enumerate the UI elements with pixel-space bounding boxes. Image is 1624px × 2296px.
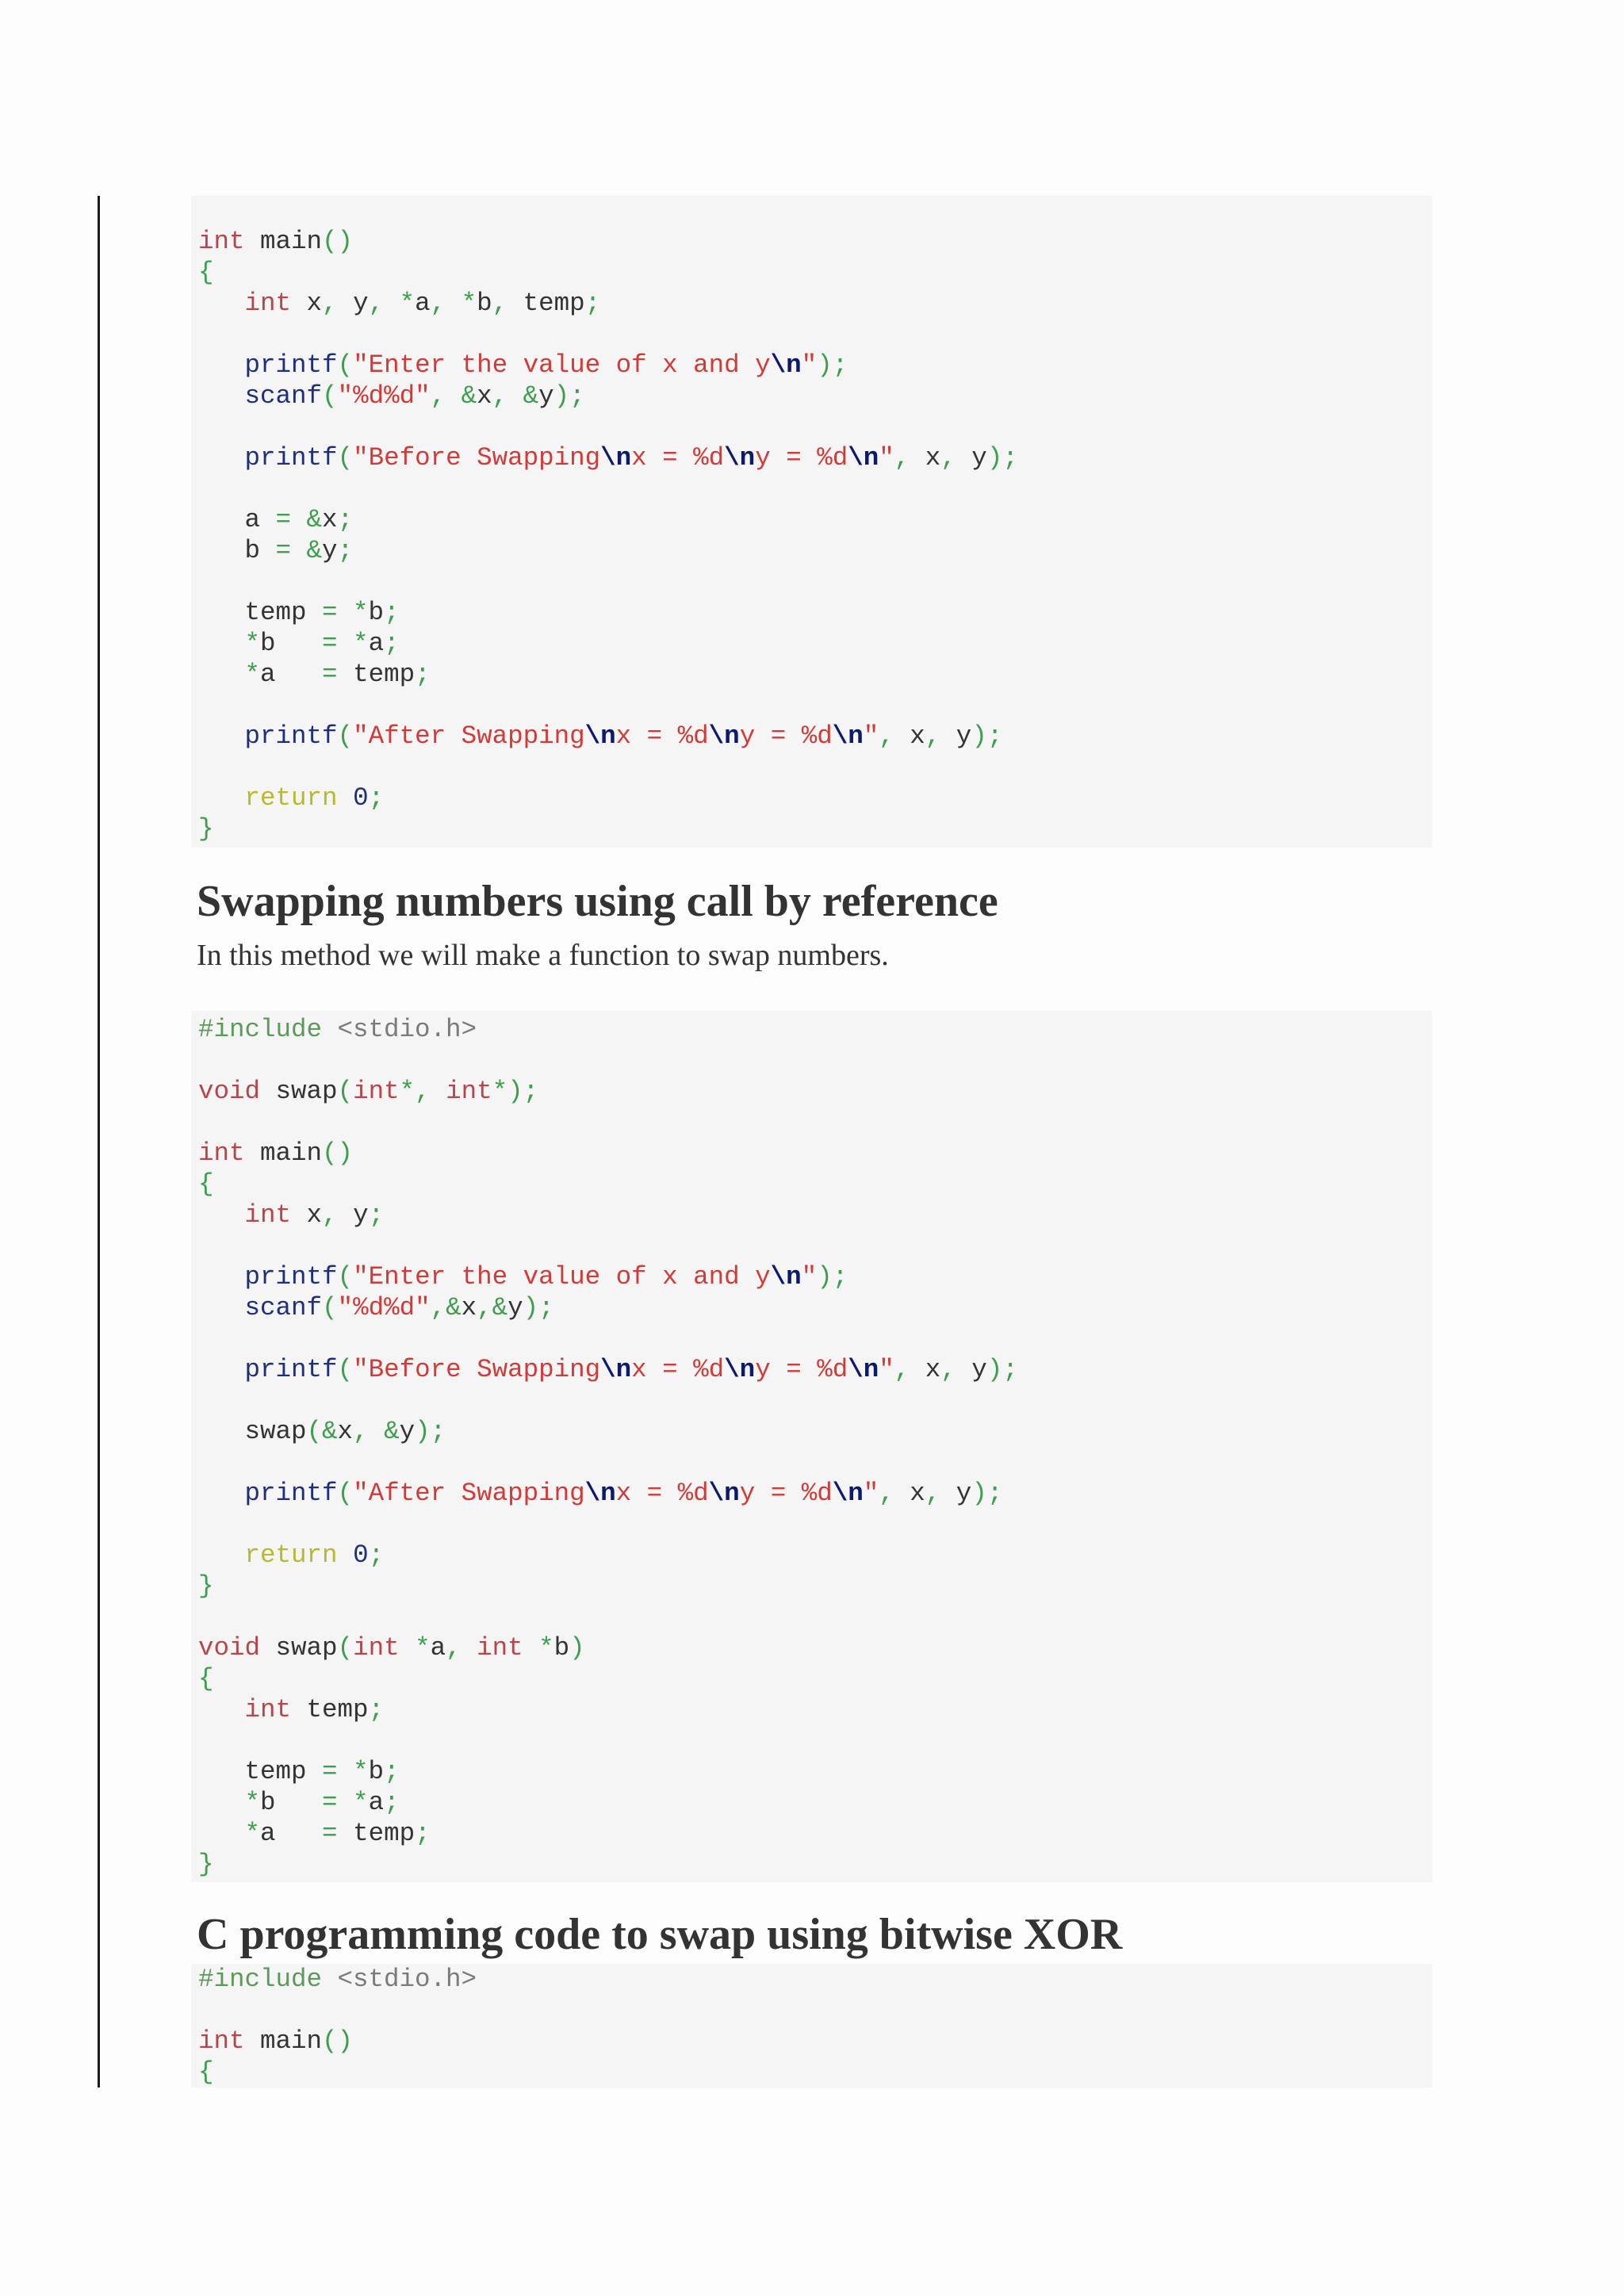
code-token (198, 1479, 245, 1508)
code-token: " (863, 1479, 879, 1508)
code-token: * (244, 1788, 261, 1817)
code-token: ; (384, 629, 400, 658)
code-line (198, 257, 1425, 288)
code-token: 0 (353, 1540, 369, 1570)
code-token (198, 1293, 245, 1322)
code-line (198, 319, 1425, 350)
code-line (198, 1385, 1425, 1416)
code-token: " (879, 1355, 894, 1384)
code-token: return (244, 1540, 338, 1570)
code-token: swap (198, 1417, 307, 1446)
code-token: ( (337, 1355, 354, 1384)
code-token: x (925, 443, 941, 473)
code-token: ; (384, 598, 400, 627)
code-token: (& (306, 1417, 338, 1446)
code-token: #include (198, 1965, 338, 1994)
code-line (198, 783, 1425, 813)
code-token: { (198, 2057, 214, 2087)
code-token (198, 1200, 245, 1230)
code-token: ,& (477, 1293, 508, 1322)
code-token: ( (337, 443, 354, 473)
code-token: ); (553, 381, 585, 411)
code-token: y (399, 1417, 416, 1446)
code-token: "Before Swapping (353, 443, 601, 473)
code-token: temp (198, 598, 323, 627)
code-line (198, 1632, 1425, 1663)
code-line (198, 381, 1425, 411)
code-token: () (322, 227, 354, 256)
code-token (198, 1695, 245, 1724)
code-line (198, 1571, 1425, 1601)
code-token: return (244, 783, 338, 813)
code-token: \n (600, 443, 632, 473)
code-line (198, 1045, 1425, 1076)
code-token: = & (275, 505, 323, 534)
code-token: x (337, 1417, 354, 1446)
code-token: y (956, 721, 972, 751)
code-token: ( (337, 1262, 354, 1292)
code-token: ); (817, 1262, 848, 1292)
code-line (198, 690, 1425, 721)
code-token: , (894, 1355, 925, 1384)
code-token: ); (817, 350, 848, 380)
code-token: ); (415, 1417, 446, 1446)
code-line (198, 1540, 1425, 1571)
code-token: ; (415, 1819, 431, 1848)
code-token: y (337, 1200, 369, 1230)
code-token: swap (260, 1077, 338, 1106)
code-token: ; (368, 1540, 385, 1570)
code-token: temp (198, 1757, 323, 1786)
code-token: ); (986, 1355, 1018, 1384)
code-line (198, 2057, 1425, 2087)
code-token: int (244, 289, 292, 318)
code-token: \n (584, 1479, 616, 1508)
code-line (198, 288, 1425, 319)
code-line (198, 1323, 1425, 1354)
code-token: "%d%d" (337, 381, 431, 411)
code-token: main (244, 1138, 323, 1168)
code-token: int (353, 1077, 400, 1106)
code-token: , (322, 289, 338, 318)
code-token: = * (322, 1788, 369, 1817)
code-token: ( (322, 381, 338, 411)
code-line (198, 350, 1425, 381)
code-token: ; (337, 505, 354, 534)
code-token: \n (770, 350, 802, 380)
code-token: { (198, 1664, 214, 1693)
code-token: ); (971, 721, 1003, 751)
code-token: , (879, 1479, 910, 1508)
code-line (198, 752, 1425, 783)
paragraph-call-by-reference: In this method we will make a function to swap numbers. (197, 939, 889, 972)
code-token: \n (770, 1262, 802, 1292)
code-line (198, 1230, 1425, 1261)
code-token: *, (399, 1077, 446, 1106)
code-token (198, 660, 245, 689)
code-token: x = %d (615, 721, 709, 751)
code-token: int (353, 1633, 400, 1663)
code-token: x (477, 381, 492, 411)
code-token: x (925, 1355, 941, 1384)
code-token: b (368, 598, 385, 627)
code-line (198, 504, 1425, 535)
code-token: #include (198, 1015, 338, 1044)
code-token: , & (353, 1417, 400, 1446)
code-line (198, 1756, 1425, 1787)
code-line (198, 566, 1425, 597)
code-line (198, 442, 1425, 473)
code-token: \n (832, 721, 864, 751)
code-token: int (198, 2026, 245, 2056)
code-token: printf (244, 350, 338, 380)
code-line (198, 1995, 1425, 2026)
code-token: ; (337, 536, 354, 565)
code-line (198, 1509, 1425, 1540)
code-token: , (879, 721, 910, 751)
code-line (198, 659, 1425, 690)
code-token: } (198, 814, 214, 844)
code-token: x = %d (631, 1355, 725, 1384)
code-token: , * (430, 289, 477, 318)
code-block-bitwise-xor (191, 1964, 1432, 2087)
code-line (198, 597, 1425, 628)
code-token: ,& (430, 1293, 462, 1322)
code-token: , & (430, 381, 477, 411)
code-token: b (368, 1757, 385, 1786)
code-token: y (337, 289, 369, 318)
code-token: *); (492, 1077, 539, 1106)
code-token: int (198, 227, 245, 256)
code-token (198, 1355, 245, 1384)
code-token: { (198, 258, 214, 287)
code-token (198, 350, 245, 380)
code-token (198, 443, 245, 473)
code-token (198, 1819, 245, 1848)
code-line (198, 1694, 1425, 1725)
code-token: " (801, 1262, 818, 1292)
code-token: y (971, 1355, 987, 1384)
code-token: int (198, 1138, 245, 1168)
code-token: ; (368, 1695, 385, 1724)
heading-bitwise-xor: C programming code to swap using bitwise XOR (197, 1910, 1123, 1959)
code-token: main (244, 2026, 323, 2056)
code-token: 0 (353, 783, 369, 813)
code-token: \n (724, 1355, 756, 1384)
code-token: * (244, 660, 261, 689)
code-token: swap (260, 1633, 338, 1663)
code-token: } (198, 1571, 214, 1601)
code-token: , & (492, 381, 539, 411)
code-line (198, 1076, 1425, 1107)
code-token: ( (337, 1633, 354, 1663)
code-token: "After Swapping (353, 1479, 585, 1508)
code-token: * (523, 1633, 554, 1663)
code-token (198, 1540, 245, 1570)
code-token: y = %d (739, 721, 833, 751)
code-line (198, 1014, 1425, 1045)
code-token: \n (708, 721, 740, 751)
code-token: \n (600, 1355, 632, 1384)
code-block-call-by-reference (191, 1011, 1432, 1882)
code-token: <stdio.h> (337, 1015, 477, 1044)
code-token: , * (368, 289, 416, 318)
code-token: printf (244, 721, 338, 751)
code-token: printf (244, 1479, 338, 1508)
code-token: <stdio.h> (337, 1965, 477, 1994)
code-token: ( (322, 1293, 338, 1322)
code-token: ( (337, 721, 354, 751)
code-token: x (910, 1479, 925, 1508)
code-token: = * (322, 629, 369, 658)
code-token: a (430, 1633, 446, 1663)
code-token: \n (848, 1355, 879, 1384)
code-token: int (477, 1633, 523, 1663)
code-token: ); (523, 1293, 554, 1322)
code-line (198, 1601, 1425, 1632)
code-token (198, 1788, 245, 1817)
code-token: ; (415, 660, 431, 689)
code-token: = (322, 1819, 354, 1848)
code-token (338, 783, 354, 813)
code-token: , (322, 1200, 338, 1230)
code-token: ( (337, 1077, 354, 1106)
code-token: "Enter the value of x and y (353, 1262, 771, 1292)
code-line (198, 1818, 1425, 1849)
code-token: "After Swapping (353, 721, 585, 751)
code-token (198, 721, 245, 751)
code-token: ( (337, 350, 354, 380)
code-token: x (291, 1200, 323, 1230)
code-token: = * (322, 1757, 369, 1786)
code-token: "%d%d" (337, 1293, 431, 1322)
code-token: * (244, 629, 261, 658)
code-line (198, 1725, 1425, 1756)
code-token (338, 1540, 354, 1570)
code-line (198, 226, 1425, 257)
code-token: int (446, 1077, 492, 1106)
code-line (198, 1787, 1425, 1818)
code-token: y (971, 443, 987, 473)
code-token: main (244, 227, 323, 256)
code-token: ); (971, 1479, 1003, 1508)
code-token: , (894, 443, 925, 473)
code-token: scanf (244, 381, 323, 411)
code-line (198, 1416, 1425, 1447)
code-token (198, 1262, 245, 1292)
code-token: x = %d (615, 1479, 709, 1508)
code-token: ; (368, 783, 385, 813)
code-token: ) (569, 1633, 585, 1663)
code-line (198, 721, 1425, 752)
code-token: y (538, 381, 554, 411)
code-line (198, 2026, 1425, 2057)
code-token: y (508, 1293, 523, 1322)
code-line (198, 1261, 1425, 1292)
code-token: , (492, 289, 508, 318)
code-token: y (322, 536, 338, 565)
code-token: void (198, 1077, 261, 1106)
code-token: a (260, 660, 323, 689)
code-line (198, 1478, 1425, 1509)
code-block-swap-with-pointers (191, 196, 1432, 848)
code-token: ; (368, 1200, 385, 1230)
code-token (198, 289, 245, 318)
code-token: b (553, 1633, 570, 1663)
code-line (198, 1849, 1425, 1880)
code-token: y (956, 1479, 972, 1508)
code-token: = (322, 660, 354, 689)
code-token: ; (584, 289, 601, 318)
code-token: \n (848, 443, 879, 473)
code-token: x (291, 289, 323, 318)
code-token: a (368, 629, 385, 658)
code-token (198, 629, 245, 658)
code-token: , (940, 443, 972, 473)
code-token: = * (322, 598, 369, 627)
code-token (198, 783, 245, 813)
code-token: y = %d (739, 1479, 833, 1508)
heading-call-by-reference: Swapping numbers using call by reference (197, 877, 998, 926)
code-token: , (925, 721, 956, 751)
code-token: printf (244, 443, 338, 473)
code-token: ; (384, 1757, 400, 1786)
code-token: { (198, 1169, 214, 1199)
code-token: () (322, 2026, 354, 2056)
code-token: a (368, 1788, 385, 1817)
code-token: "Before Swapping (353, 1355, 601, 1384)
code-line (198, 1292, 1425, 1323)
code-token: int (244, 1695, 292, 1724)
code-token: ; (384, 1788, 400, 1817)
code-line (198, 628, 1425, 659)
code-line (198, 473, 1425, 504)
code-token: temp (508, 289, 585, 318)
code-token: \n (724, 443, 756, 473)
left-border-rule (98, 196, 100, 2087)
code-token: = & (275, 536, 323, 565)
code-token: y = %d (755, 1355, 848, 1384)
code-token: * (244, 1819, 261, 1848)
code-token: x (322, 505, 338, 534)
code-token: " (863, 721, 879, 751)
code-token: void (198, 1633, 261, 1663)
code-token: , (925, 1479, 956, 1508)
code-token: " (879, 443, 894, 473)
code-token: a (260, 1819, 323, 1848)
code-token: \n (584, 721, 616, 751)
code-line (198, 411, 1425, 442)
code-line (198, 1107, 1425, 1138)
code-line (198, 1200, 1425, 1230)
code-line (198, 1354, 1425, 1385)
code-token: * (399, 1633, 431, 1663)
code-token: "Enter the value of x and y (353, 350, 771, 380)
code-token: x = %d (631, 443, 725, 473)
code-token: " (801, 350, 818, 380)
code-line (198, 1964, 1425, 1995)
code-token: printf (244, 1262, 338, 1292)
code-token: y = %d (755, 443, 848, 473)
code-token: temp (291, 1695, 369, 1724)
code-token: b (260, 1788, 323, 1817)
code-token: , (940, 1355, 972, 1384)
code-token: () (322, 1138, 354, 1168)
code-token: a (415, 289, 431, 318)
code-token: printf (244, 1355, 338, 1384)
code-line (198, 535, 1425, 566)
code-token: a (198, 505, 276, 534)
code-token: ( (337, 1479, 354, 1508)
code-line (198, 813, 1425, 844)
code-token: b (260, 629, 323, 658)
code-token: ); (986, 443, 1018, 473)
code-token: } (198, 1850, 214, 1879)
code-token: x (910, 721, 925, 751)
code-line (198, 1663, 1425, 1694)
code-token: , (446, 1633, 477, 1663)
code-line (198, 1447, 1425, 1478)
code-token: b (477, 289, 492, 318)
code-token: temp (353, 1819, 416, 1848)
code-token: temp (353, 660, 416, 689)
code-token: \n (708, 1479, 740, 1508)
code-token: int (244, 1200, 292, 1230)
code-token: b (198, 536, 276, 565)
code-line (198, 1169, 1425, 1200)
code-token: scanf (244, 1293, 323, 1322)
code-line (198, 1138, 1425, 1169)
code-token: \n (832, 1479, 864, 1508)
code-token: x (461, 1293, 477, 1322)
code-token (198, 381, 245, 411)
